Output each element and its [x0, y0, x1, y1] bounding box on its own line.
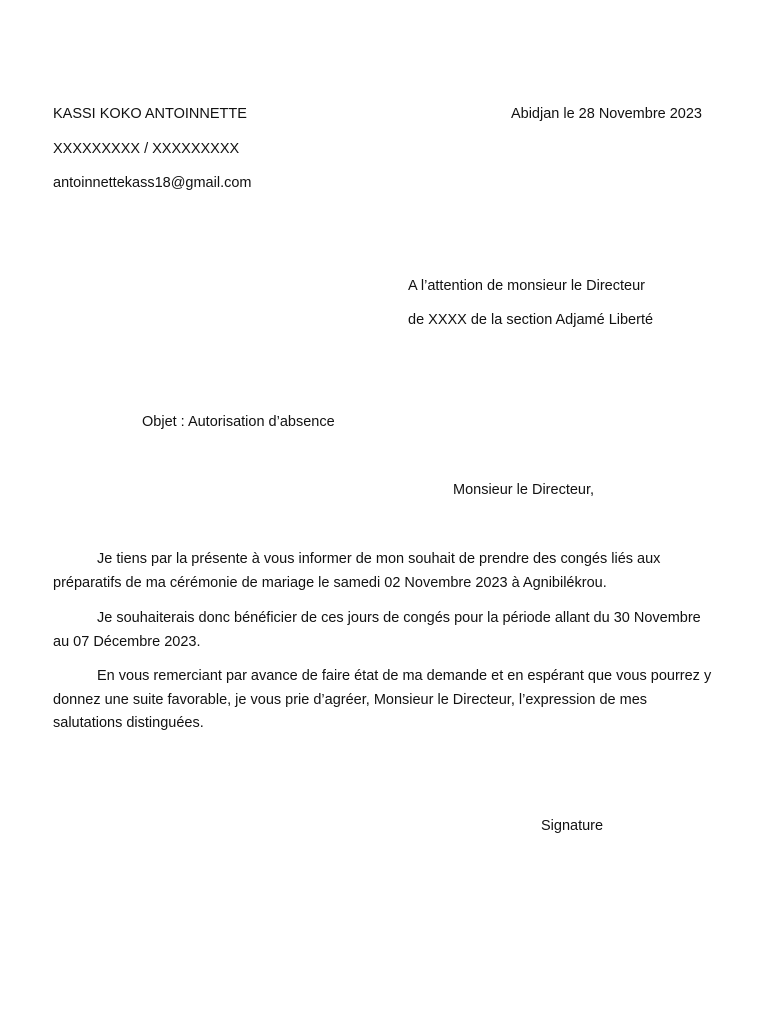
- body-paragraph-1: Je tiens par la présente à vous informer de mon souhait de prendre des congés liés aux préparatifs de ma cérémonie de mariage le samedi 02 Novembre 2023 à Agnibilékrou.: [53, 551, 661, 591]
- sender-email: antoinnettekass18@gmail.com: [53, 175, 252, 191]
- recipient-line-2: de XXXX de la section Adjamé Liberté: [408, 312, 654, 328]
- body-paragraph-2: Je souhaiterais donc bénéficier de ces jours de congés pour la période allant du 30 Novembre au 07 Décembre 2023.: [53, 610, 701, 650]
- date-line: Abidjan le 28 Novembre 2023: [510, 106, 702, 122]
- sender-phone: XXXXXXXXX / XXXXXXXXX: [53, 141, 240, 157]
- subject-line: Objet : Autorisation d’absence: [142, 414, 335, 430]
- sender-name: KASSI KOKO ANTOINNETTE: [53, 106, 247, 122]
- recipient-line-1: A l’attention de monsieur le Directeur: [408, 278, 645, 294]
- signature-label: Signature: [541, 818, 604, 834]
- body-paragraph-3: En vous remerciant par avance de faire état de ma demande et en espérant que vous pourrez y donnez une suite favorable, je vous prie d’agréer, Monsieur le Directeur, l’expression de mes salutations distinguées.: [53, 668, 712, 731]
- salutation: Monsieur le Directeur,: [453, 482, 595, 498]
